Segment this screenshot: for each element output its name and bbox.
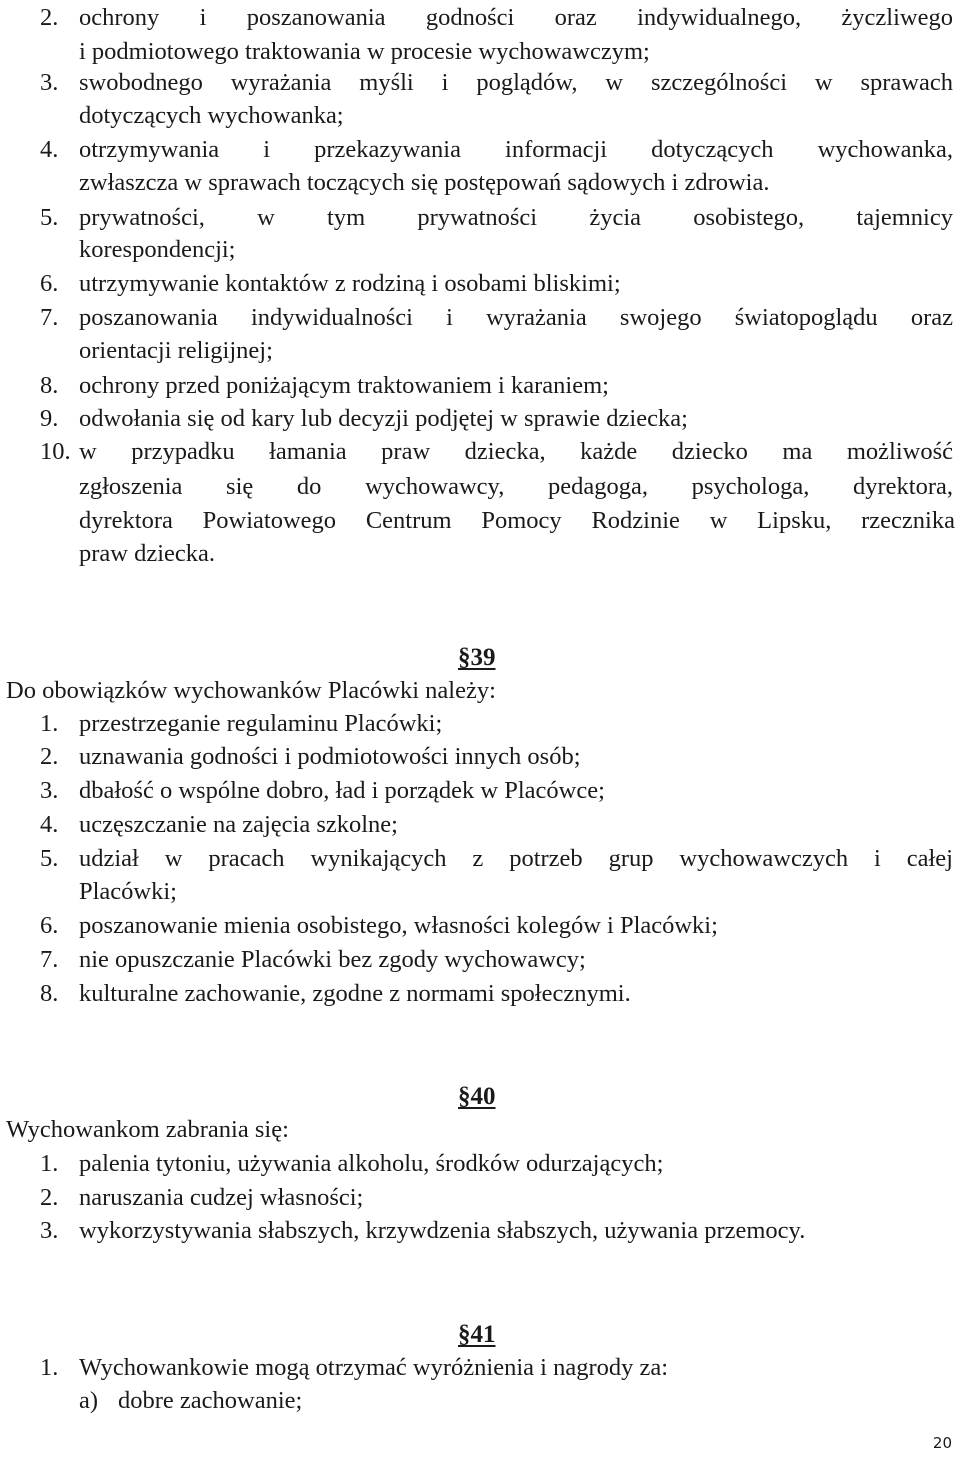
list-text: palenia tytoniu, używania alkoholu, środków odurzających; xyxy=(79,1150,664,1177)
list-number: 7. xyxy=(40,946,59,973)
list-number: 9. xyxy=(40,405,59,432)
list-text: odwołania się od kary lub decyzji podjętej w sprawie dziecka; xyxy=(79,405,688,432)
list-item xyxy=(40,6,953,31)
list-number: 1. xyxy=(40,1354,59,1381)
list-number: 3. xyxy=(40,1217,59,1244)
list-item xyxy=(40,306,953,331)
list-item xyxy=(40,847,953,872)
list-text-cont: zwłaszcza w sprawach toczących się postępowań sądowych i zdrowia. xyxy=(79,169,770,196)
list-text: Wychowankowie mogą otrzymać wyróżnienia i nagrody za: xyxy=(79,1354,669,1381)
sub-list-item xyxy=(79,1389,302,1414)
list-text: udział w pracach wynikających z potrzeb grup wychowawczych i całej xyxy=(79,845,953,872)
list-number: 1. xyxy=(40,1150,59,1177)
list-item xyxy=(40,948,953,973)
list-number: 6. xyxy=(40,270,59,297)
sub-list-text: dobre zachowanie; xyxy=(118,1387,303,1414)
list-text: wykorzystywania słabszych, krzywdzenia słabszych, używania przemocy. xyxy=(79,1217,806,1244)
section-heading xyxy=(458,1322,496,1347)
list-item xyxy=(40,813,953,838)
section-sign: § xyxy=(458,1321,471,1348)
section-sign: § xyxy=(458,644,471,671)
list-text: w przypadku łamania praw dziecka, każde dziecko ma możliwość xyxy=(79,438,953,465)
list-number: 2. xyxy=(40,1184,59,1211)
list-item xyxy=(40,982,953,1007)
list-item xyxy=(40,1356,953,1381)
section-sign: § xyxy=(458,1083,471,1110)
list-item xyxy=(40,712,953,737)
list-text-cont: praw dziecka. xyxy=(79,540,216,567)
section-intro: Wychowankom zabrania się: xyxy=(6,1116,289,1143)
list-text: uczęszczanie na zajęcia szkolne; xyxy=(79,811,398,838)
list-item xyxy=(40,374,953,399)
list-text-cont: Placówki; xyxy=(79,878,177,905)
list-number: 7. xyxy=(40,304,59,331)
list-item xyxy=(40,206,953,231)
section-number: 40 xyxy=(470,1083,496,1110)
list-number: 1. xyxy=(40,710,59,737)
list-item xyxy=(40,138,953,163)
list-text: swobodnego wyrażania myśli i poglądów, w szczególności w sprawach xyxy=(79,69,953,96)
list-number: 2. xyxy=(40,743,59,770)
list-text: prywatności, w tym prywatności życia osobistego, tajemnicy xyxy=(79,204,953,231)
list-text: kulturalne zachowanie, zgodne z normami społecznymi. xyxy=(79,980,631,1007)
list-item xyxy=(40,779,953,804)
section-heading xyxy=(458,1084,496,1109)
list-text: utrzymywanie kontaktów z rodziną i osobami bliskimi; xyxy=(79,270,621,297)
list-text: nie opuszczanie Placówki bez zgody wychowawcy; xyxy=(79,946,586,973)
list-text-cont: dotyczących wychowanka; xyxy=(79,102,344,129)
list-number: 4. xyxy=(40,136,59,163)
list-text-cont: i podmiotowego traktowania w procesie wychowawczym; xyxy=(79,38,650,65)
list-text: otrzymywania i przekazywania informacji dotyczących wychowanka, xyxy=(79,136,953,163)
list-text: naruszania cudzej własności; xyxy=(79,1184,364,1211)
list-text: ochrony i poszanowania godności oraz indywidualnego, życzliwego xyxy=(79,4,953,31)
list-number: 10. xyxy=(40,438,71,465)
list-item xyxy=(40,745,953,770)
list-text-cont-line: dyrektora Powiatowego Centrum Pomocy Rodzinie w Lipsku, rzecznika xyxy=(79,507,955,534)
section-heading xyxy=(458,645,496,670)
list-text-cont-line: zgłoszenia się do wychowawcy, pedagoga, psychologa, dyrektora, xyxy=(79,473,953,500)
list-item xyxy=(40,407,953,432)
list-text: dbałość o wspólne dobro, ład i porządek w Placówce; xyxy=(79,777,605,804)
list-item xyxy=(40,71,953,96)
list-item xyxy=(40,440,953,465)
list-text-cont: orientacji religijnej; xyxy=(79,337,273,364)
list-text-cont xyxy=(79,475,953,500)
list-item xyxy=(40,1152,953,1177)
section-intro: Do obowiązków wychowanków Placówki należy: xyxy=(6,677,496,704)
list-number: 3. xyxy=(40,777,59,804)
list-text: przestrzeganie regulaminu Placówki; xyxy=(79,710,443,737)
list-item xyxy=(40,1186,953,1211)
list-item xyxy=(40,272,953,297)
list-number: 2. xyxy=(40,4,59,31)
list-number: 8. xyxy=(40,980,59,1007)
list-number: 3. xyxy=(40,69,59,96)
list-text: poszanowanie mienia osobistego, własności kolegów i Placówki; xyxy=(79,912,718,939)
list-text-cont: korespondencji; xyxy=(79,236,236,263)
list-item xyxy=(40,914,953,939)
list-number: 5. xyxy=(40,845,59,872)
list-number: 8. xyxy=(40,372,59,399)
list-text: poszanowania indywidualności i wyrażania swojego światopoglądu oraz xyxy=(79,304,953,331)
list-number: 6. xyxy=(40,912,59,939)
sub-list-letter: a) xyxy=(79,1387,99,1414)
section-number: 39 xyxy=(470,644,496,671)
list-number: 5. xyxy=(40,204,59,231)
list-text: uznawania godności i podmiotowości innych osób; xyxy=(79,743,581,770)
page-number: 20 xyxy=(932,1434,952,1452)
section-number: 41 xyxy=(470,1321,496,1348)
list-text: ochrony przed poniżającym traktowaniem i karaniem; xyxy=(79,372,609,399)
list-number: 4. xyxy=(40,811,59,838)
list-text-cont xyxy=(79,509,955,534)
list-item xyxy=(40,1219,953,1244)
